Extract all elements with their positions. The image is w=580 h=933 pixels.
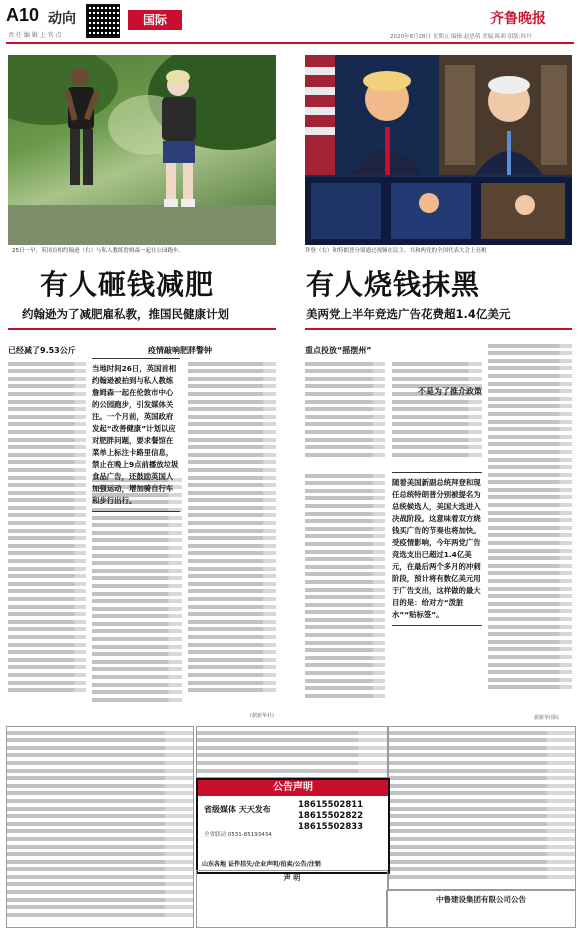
ad-phone: 18615502822 bbox=[298, 811, 364, 821]
page-header bbox=[0, 0, 580, 46]
classified-column-1 bbox=[6, 726, 194, 928]
right-divider bbox=[305, 328, 572, 330]
classified-column-3 bbox=[388, 726, 576, 890]
right-photo-caption: 拜登（右）和特朗普分别通过视频在民主、共和两党的全国代表大会上亮相 bbox=[305, 248, 487, 254]
left-photo-caption: 25日一早，英国首相约翰逊（右）与私人教练詹姆森一起在公园跑步。 bbox=[12, 248, 185, 254]
left-body-col1-end bbox=[8, 708, 86, 720]
company-notice bbox=[386, 890, 576, 928]
announcement-ad bbox=[196, 778, 390, 874]
editor-byline: 责 任 编 辑 上 官 点 bbox=[8, 32, 62, 39]
left-pullquote: 当地时间26日，英国首相约翰逊被拍到与私人教练詹姆森一起在伦敦市中心的公园跑步，引发媒体关注。一个月前，英国政府发起“改善健康”计划以应对肥胖问题，要求餐馆在菜单上标注卡路里信息，禁止在晚上9点前播放垃圾食品广告，还鼓励英国人加强运动，增加骑自行车和步行出行。 bbox=[92, 358, 180, 512]
classified-column-2-top bbox=[196, 726, 388, 778]
ad-phone-list bbox=[298, 800, 363, 833]
classifieds-section bbox=[6, 726, 574, 926]
left-section2-title: 疫情敲响肥胖警钟 bbox=[148, 346, 212, 355]
right-body-col1-top bbox=[305, 358, 385, 463]
right-body-col1 bbox=[305, 470, 385, 710]
page-section: 动向 bbox=[48, 11, 76, 27]
header-rule bbox=[6, 42, 574, 44]
right-section2-title: 不是为了推介政策 bbox=[418, 387, 482, 396]
right-subhead: 美两党上半年竞选广告花费超1.4亿美元 bbox=[306, 307, 511, 321]
photo-illustration bbox=[8, 55, 276, 245]
ad-phone: 18615502811 bbox=[298, 800, 364, 810]
left-section1-title: 已经减了9.53公斤 bbox=[8, 346, 76, 355]
left-divider bbox=[8, 328, 276, 330]
left-source: (据新华社) bbox=[250, 713, 274, 719]
statement-notice bbox=[196, 870, 388, 928]
right-source: 据新华国际 bbox=[534, 715, 560, 721]
left-subhead: 约翰逊为了减肥雇私教，推国民健康计划 bbox=[22, 307, 229, 321]
qr-code-icon bbox=[86, 4, 120, 38]
newspaper-logo: 齐鲁晚报 bbox=[490, 11, 546, 27]
ad-scope: 山东各地 证件挂失/企业声明/拍卖/公告/注销 bbox=[202, 861, 321, 868]
page-number: A10 bbox=[6, 5, 40, 25]
ad-hotline-label: 全省联动 0531-85193434 bbox=[204, 832, 272, 838]
left-body-col1 bbox=[8, 358, 86, 698]
right-body-col3 bbox=[488, 340, 572, 712]
section-tab-international: 国际 bbox=[128, 10, 182, 30]
trump-biden-photo bbox=[305, 55, 572, 245]
right-body-col2-top bbox=[392, 358, 482, 466]
ad-title: 公告声明 bbox=[198, 780, 388, 796]
left-headline: 有人砸钱减肥 bbox=[40, 268, 215, 301]
left-body-col3 bbox=[188, 358, 276, 708]
photo-illustration bbox=[305, 55, 572, 245]
ad-slogan: 省级媒体 天天发布 bbox=[204, 805, 271, 814]
right-pullquote: 随着美国新副总统拜登和现任总统特朗普分别被提名为总统候选人，美国大选进入决战阶段。这意味着双方烧钱买广告的节奏也将加快。受疫情影响，今年两党广告竞选支出已超过1.4亿美元，在最后两个多月的冲刺阶段，预计将有数亿美元用于广告支出，这样做的最大目的是：给对方“泼脏水”“贴标签”。 bbox=[392, 472, 482, 626]
dateline: 2020年8月28日 星期五 编辑:赵思萌 美编:陈莉 组版:韩丹 bbox=[390, 34, 532, 40]
notice-title: 声 明 bbox=[283, 874, 301, 882]
right-headline: 有人烧钱抹黑 bbox=[306, 268, 481, 301]
company-notice-title: 中鲁建设集团有限公司公告 bbox=[436, 895, 526, 904]
ad-phone: 18615502833 bbox=[298, 822, 364, 832]
right-section1-title: 重点投放“摇摆州” bbox=[305, 346, 372, 355]
johnson-jogging-photo bbox=[8, 55, 276, 245]
